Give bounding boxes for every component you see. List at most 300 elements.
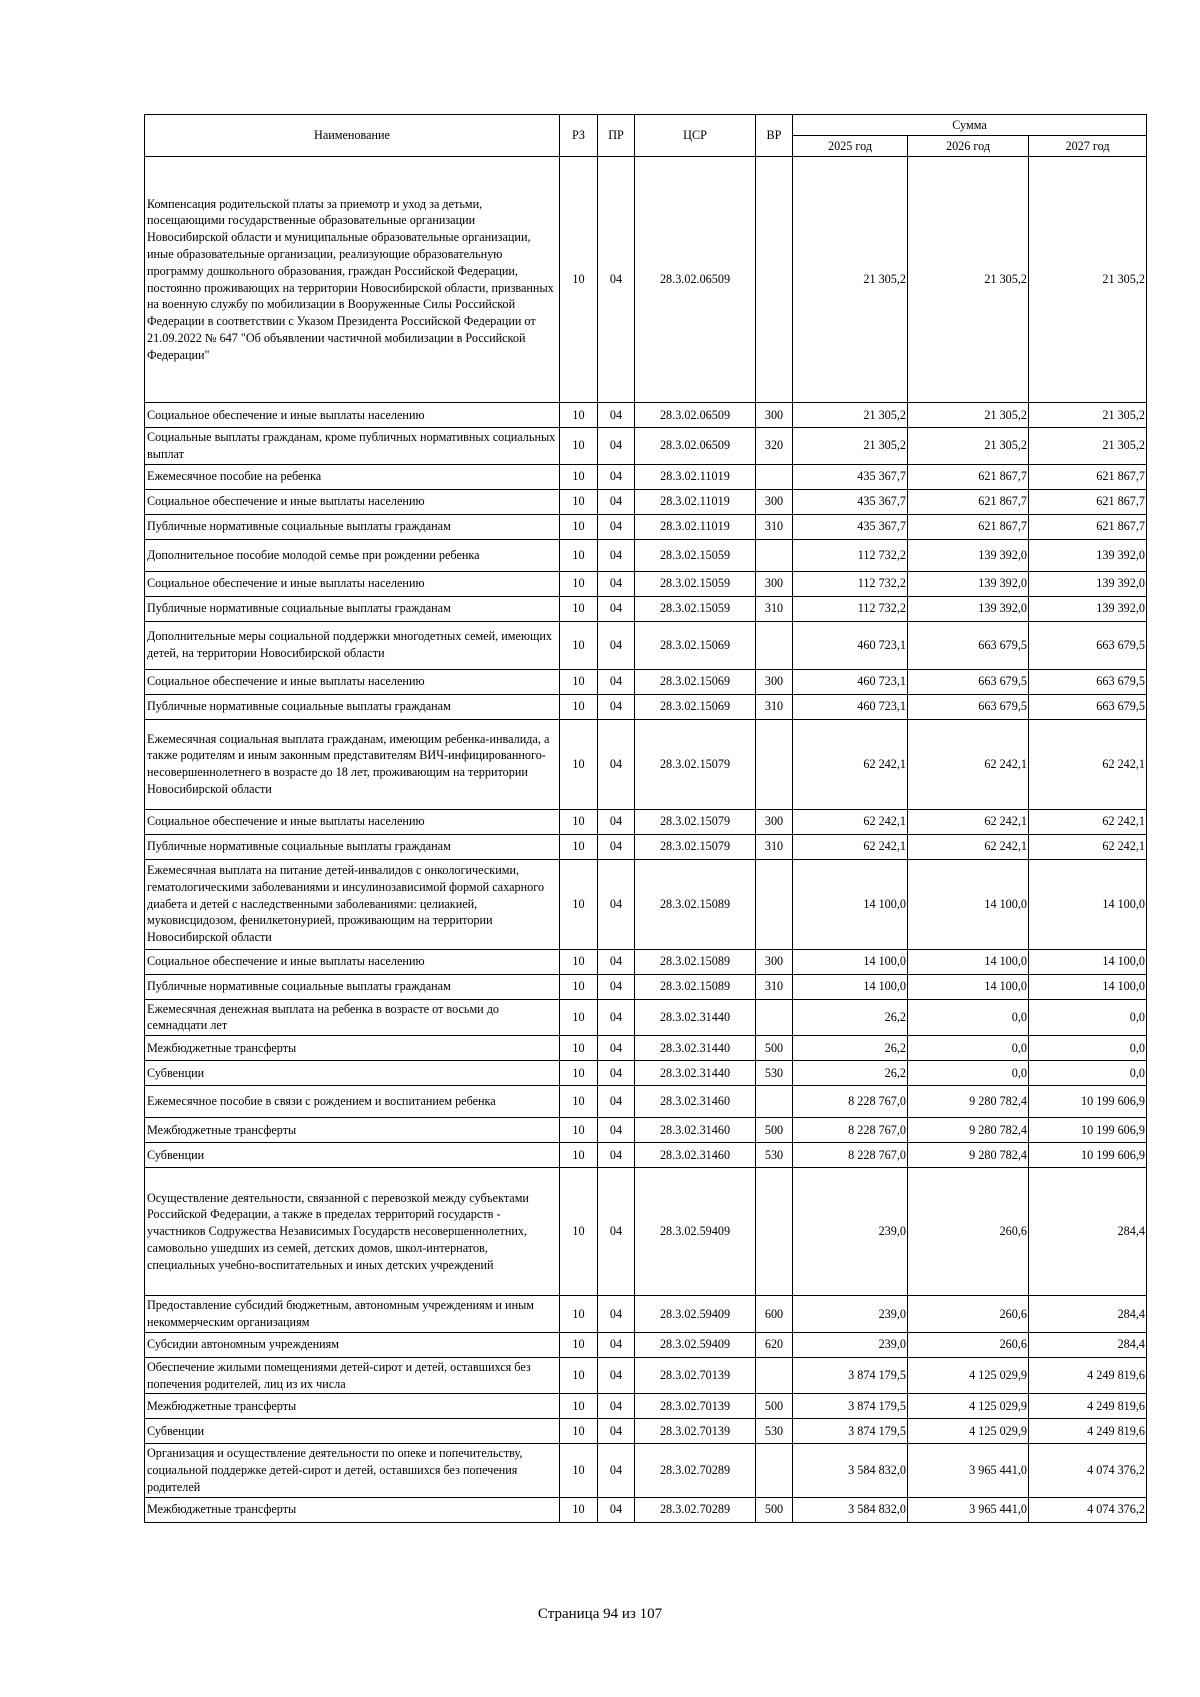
- table-row: [145, 1357, 1147, 1394]
- cell-rz: 10: [560, 1061, 598, 1086]
- cell-vr: 530: [756, 1061, 793, 1086]
- cell-name: Публичные нормативные социальные выплаты гражданам: [145, 834, 560, 859]
- cell-csr: 28.3.02.15089: [635, 949, 756, 974]
- cell-vr: 310: [756, 834, 793, 859]
- cell-pr: 04: [598, 859, 635, 949]
- cell-pr: 04: [598, 999, 635, 1036]
- cell-sum-2026: 0,0: [908, 1061, 1029, 1086]
- cell-name: Субвенции: [145, 1419, 560, 1444]
- cell-csr: 28.3.02.15079: [635, 719, 756, 809]
- cell-sum-2025: 3 584 832,0: [793, 1444, 908, 1497]
- table-row: [145, 999, 1147, 1036]
- table-row: [145, 1168, 1147, 1296]
- cell-sum-2026: 663 679,5: [908, 621, 1029, 669]
- cell-vr: 500: [756, 1118, 793, 1143]
- cell-sum-2026: 139 392,0: [908, 596, 1029, 621]
- cell-sum-2026: 663 679,5: [908, 694, 1029, 719]
- cell-sum-2026: 4 125 029,9: [908, 1419, 1029, 1444]
- cell-vr: [756, 1086, 793, 1118]
- cell-sum-2025: 112 732,2: [793, 596, 908, 621]
- cell-pr: 04: [598, 1061, 635, 1086]
- cell-sum-2027: 284,4: [1029, 1296, 1147, 1333]
- cell-sum-2025: 112 732,2: [793, 539, 908, 571]
- cell-csr: 28.3.02.59409: [635, 1296, 756, 1333]
- cell-sum-2025: 460 723,1: [793, 669, 908, 694]
- cell-vr: [756, 859, 793, 949]
- table-row: [145, 1036, 1147, 1061]
- cell-sum-2027: 139 392,0: [1029, 596, 1147, 621]
- cell-sum-2027: 21 305,2: [1029, 403, 1147, 428]
- cell-sum-2027: 0,0: [1029, 1061, 1147, 1086]
- cell-rz: 10: [560, 1118, 598, 1143]
- cell-rz: 10: [560, 539, 598, 571]
- cell-pr: 04: [598, 974, 635, 999]
- cell-csr: 28.3.02.15069: [635, 669, 756, 694]
- cell-sum-2027: 14 100,0: [1029, 859, 1147, 949]
- cell-sum-2027: 21 305,2: [1029, 428, 1147, 465]
- cell-vr: [756, 464, 793, 489]
- table-row: [145, 428, 1147, 465]
- header-pr: ПР: [598, 115, 635, 157]
- budget-table-sheet: [144, 114, 1146, 1523]
- cell-name: Дополнительное пособие молодой семье при рождении ребенка: [145, 539, 560, 571]
- cell-sum-2025: 239,0: [793, 1168, 908, 1296]
- cell-csr: 28.3.02.70289: [635, 1444, 756, 1497]
- cell-pr: 04: [598, 1086, 635, 1118]
- cell-name: Социальное обеспечение и иные выплаты населению: [145, 809, 560, 834]
- table-row: [145, 514, 1147, 539]
- cell-name: Публичные нормативные социальные выплаты гражданам: [145, 514, 560, 539]
- cell-pr: 04: [598, 949, 635, 974]
- cell-csr: 28.3.02.15059: [635, 596, 756, 621]
- cell-sum-2027: 284,4: [1029, 1168, 1147, 1296]
- cell-pr: 04: [598, 719, 635, 809]
- cell-sum-2026: 9 280 782,4: [908, 1086, 1029, 1118]
- header-csr: ЦСР: [635, 115, 756, 157]
- cell-vr: 300: [756, 403, 793, 428]
- cell-pr: 04: [598, 489, 635, 514]
- cell-name: Ежемесячная выплата на питание детей-инвалидов с онкологическими, гематологическими заболеваниями и инсулинозависимой формой сахарного диабета и детей с наследственными заболеваниями: целиакией, муковисцидозом, фенилкетонурией, проживающим на территории Новосибирской области: [145, 859, 560, 949]
- cell-sum-2027: 4 074 376,2: [1029, 1444, 1147, 1497]
- cell-csr: 28.3.02.31440: [635, 1036, 756, 1061]
- cell-name: Публичные нормативные социальные выплаты гражданам: [145, 974, 560, 999]
- cell-sum-2026: 0,0: [908, 999, 1029, 1036]
- cell-pr: 04: [598, 514, 635, 539]
- table-row: [145, 834, 1147, 859]
- table-row: [145, 719, 1147, 809]
- cell-sum-2026: 62 242,1: [908, 719, 1029, 809]
- cell-rz: 10: [560, 694, 598, 719]
- cell-sum-2025: 460 723,1: [793, 621, 908, 669]
- cell-csr: 28.3.02.15069: [635, 621, 756, 669]
- cell-csr: 28.3.02.15089: [635, 974, 756, 999]
- cell-pr: 04: [598, 1168, 635, 1296]
- cell-sum-2025: 62 242,1: [793, 719, 908, 809]
- cell-csr: 28.3.02.31460: [635, 1118, 756, 1143]
- cell-pr: 04: [598, 1036, 635, 1061]
- cell-csr: 28.3.02.06509: [635, 403, 756, 428]
- cell-name: Субвенции: [145, 1061, 560, 1086]
- cell-rz: 10: [560, 1357, 598, 1394]
- cell-rz: 10: [560, 974, 598, 999]
- cell-sum-2026: 621 867,7: [908, 514, 1029, 539]
- table-row: [145, 974, 1147, 999]
- header-vr: ВР: [756, 115, 793, 157]
- cell-vr: 530: [756, 1419, 793, 1444]
- cell-rz: 10: [560, 669, 598, 694]
- cell-sum-2027: 663 679,5: [1029, 621, 1147, 669]
- table-row: [145, 1394, 1147, 1419]
- cell-name: Социальное обеспечение и иные выплаты населению: [145, 571, 560, 596]
- cell-name: Межбюджетные трансферты: [145, 1394, 560, 1419]
- table-row: [145, 403, 1147, 428]
- cell-sum-2025: 8 228 767,0: [793, 1143, 908, 1168]
- table-row: [145, 809, 1147, 834]
- table-row: [145, 1118, 1147, 1143]
- cell-sum-2026: 9 280 782,4: [908, 1143, 1029, 1168]
- table-row: [145, 464, 1147, 489]
- header-name: Наименование: [145, 115, 560, 157]
- budget-table: [144, 114, 1147, 1523]
- cell-csr: 28.3.02.11019: [635, 464, 756, 489]
- cell-csr: 28.3.02.06509: [635, 428, 756, 465]
- cell-sum-2027: 14 100,0: [1029, 949, 1147, 974]
- header-year-2027: 2027 год: [1029, 136, 1147, 157]
- cell-sum-2027: 4 249 819,6: [1029, 1357, 1147, 1394]
- cell-name: Публичные нормативные социальные выплаты гражданам: [145, 596, 560, 621]
- cell-vr: 310: [756, 596, 793, 621]
- cell-sum-2026: 663 679,5: [908, 669, 1029, 694]
- cell-sum-2027: 4 249 819,6: [1029, 1394, 1147, 1419]
- cell-pr: 04: [598, 1118, 635, 1143]
- cell-name: Социальное обеспечение и иные выплаты населению: [145, 949, 560, 974]
- cell-name: Ежемесячная денежная выплата на ребенка в возрасте от восьми до семнадцати лет: [145, 999, 560, 1036]
- cell-rz: 10: [560, 571, 598, 596]
- cell-sum-2026: 21 305,2: [908, 428, 1029, 465]
- cell-vr: 530: [756, 1143, 793, 1168]
- cell-sum-2025: 435 367,7: [793, 514, 908, 539]
- cell-pr: 04: [598, 621, 635, 669]
- cell-sum-2027: 62 242,1: [1029, 834, 1147, 859]
- cell-csr: 28.3.02.70139: [635, 1419, 756, 1444]
- cell-sum-2026: 62 242,1: [908, 809, 1029, 834]
- cell-pr: 04: [598, 428, 635, 465]
- cell-rz: 10: [560, 1036, 598, 1061]
- table-row: [145, 157, 1147, 403]
- cell-rz: 10: [560, 428, 598, 465]
- cell-pr: 04: [598, 571, 635, 596]
- cell-rz: 10: [560, 719, 598, 809]
- table-row: [145, 1332, 1147, 1357]
- cell-csr: 28.3.02.15079: [635, 834, 756, 859]
- cell-rz: 10: [560, 949, 598, 974]
- cell-sum-2026: 139 392,0: [908, 539, 1029, 571]
- cell-rz: 10: [560, 1296, 598, 1333]
- header-year-2025: 2025 год: [793, 136, 908, 157]
- cell-vr: [756, 539, 793, 571]
- table-row: [145, 571, 1147, 596]
- cell-sum-2026: 4 125 029,9: [908, 1394, 1029, 1419]
- cell-sum-2027: 0,0: [1029, 1036, 1147, 1061]
- cell-name: Субсидии автономным учреждениям: [145, 1332, 560, 1357]
- cell-csr: 28.3.02.31460: [635, 1143, 756, 1168]
- cell-rz: 10: [560, 1394, 598, 1419]
- cell-csr: 28.3.02.70139: [635, 1357, 756, 1394]
- cell-rz: 10: [560, 514, 598, 539]
- cell-name: Ежемесячная социальная выплата гражданам, имеющим ребенка-инвалида, а также родителям и иным законным представителям ВИЧ-инфицированного-несовершеннолетнего в возрасте до 18 лет, проживающим на территории Новосибирской области: [145, 719, 560, 809]
- cell-sum-2025: 62 242,1: [793, 834, 908, 859]
- cell-sum-2025: 26,2: [793, 1036, 908, 1061]
- cell-rz: 10: [560, 809, 598, 834]
- cell-sum-2025: 3 584 832,0: [793, 1497, 908, 1522]
- cell-sum-2027: 4 249 819,6: [1029, 1419, 1147, 1444]
- table-header: [145, 115, 1147, 157]
- cell-name: Субвенции: [145, 1143, 560, 1168]
- header-sum: Сумма: [793, 115, 1147, 136]
- cell-name: Обеспечение жилыми помещениями детей-сирот и детей, оставшихся без попечения родителей, лиц из их числа: [145, 1357, 560, 1394]
- cell-sum-2027: 62 242,1: [1029, 719, 1147, 809]
- cell-name: Компенсация родительской платы за приемотр и уход за детьми, посещающими государственные образовательные организации Новосибирской области и муниципальные образовательные организации, иные образовательные организации, реализующие образовательную программу дошкольного образования, граждан Российской Федерации, постоянно проживающих на территории Новосибирской области, призванных на военную службу по мобилизации в Вооруженные Силы Российской Федерации в соответствии с Указом Президента Российской Федерации от 21.09.2022 № 647 "Об объявлении частичной мобилизации в Российской Федерации": [145, 157, 560, 403]
- table-row: [145, 1419, 1147, 1444]
- cell-vr: 300: [756, 489, 793, 514]
- cell-sum-2027: 139 392,0: [1029, 571, 1147, 596]
- cell-rz: 10: [560, 1143, 598, 1168]
- cell-sum-2025: 62 242,1: [793, 809, 908, 834]
- cell-pr: 04: [598, 1296, 635, 1333]
- cell-vr: 300: [756, 669, 793, 694]
- cell-sum-2026: 14 100,0: [908, 859, 1029, 949]
- cell-name: Социальное обеспечение и иные выплаты населению: [145, 403, 560, 428]
- cell-sum-2026: 21 305,2: [908, 403, 1029, 428]
- cell-vr: 620: [756, 1332, 793, 1357]
- cell-rz: 10: [560, 834, 598, 859]
- cell-csr: 28.3.02.15069: [635, 694, 756, 719]
- cell-rz: 10: [560, 596, 598, 621]
- cell-vr: 300: [756, 949, 793, 974]
- cell-sum-2025: 3 874 179,5: [793, 1394, 908, 1419]
- cell-rz: 10: [560, 859, 598, 949]
- cell-sum-2025: 14 100,0: [793, 859, 908, 949]
- cell-sum-2025: 21 305,2: [793, 157, 908, 403]
- cell-sum-2027: 21 305,2: [1029, 157, 1147, 403]
- cell-csr: 28.3.02.59409: [635, 1168, 756, 1296]
- cell-csr: 28.3.02.15089: [635, 859, 756, 949]
- table-row: [145, 859, 1147, 949]
- cell-name: Межбюджетные трансферты: [145, 1036, 560, 1061]
- cell-vr: 320: [756, 428, 793, 465]
- cell-vr: [756, 999, 793, 1036]
- cell-sum-2027: 621 867,7: [1029, 514, 1147, 539]
- cell-rz: 10: [560, 621, 598, 669]
- cell-name: Ежемесячное пособие на ребенка: [145, 464, 560, 489]
- cell-vr: 300: [756, 809, 793, 834]
- cell-sum-2025: 435 367,7: [793, 464, 908, 489]
- cell-vr: [756, 1168, 793, 1296]
- cell-sum-2027: 621 867,7: [1029, 464, 1147, 489]
- cell-csr: 28.3.02.70139: [635, 1394, 756, 1419]
- cell-pr: 04: [598, 669, 635, 694]
- cell-sum-2027: 14 100,0: [1029, 974, 1147, 999]
- table-row: [145, 489, 1147, 514]
- cell-sum-2025: 3 874 179,5: [793, 1419, 908, 1444]
- cell-name: Дополнительные меры социальной поддержки многодетных семей, имеющих детей, на территории Новосибирской области: [145, 621, 560, 669]
- cell-name: Предоставление субсидий бюджетным, автономным учреждениям и иным некоммерческим организациям: [145, 1296, 560, 1333]
- cell-name: Межбюджетные трансферты: [145, 1497, 560, 1522]
- cell-sum-2026: 14 100,0: [908, 974, 1029, 999]
- table-row: [145, 1444, 1147, 1497]
- cell-pr: 04: [598, 694, 635, 719]
- header-rz: РЗ: [560, 115, 598, 157]
- table-row: [145, 669, 1147, 694]
- cell-name: Ежемесячное пособие в связи с рождением и воспитанием ребенка: [145, 1086, 560, 1118]
- cell-sum-2026: 21 305,2: [908, 157, 1029, 403]
- cell-sum-2027: 4 074 376,2: [1029, 1497, 1147, 1522]
- cell-sum-2025: 460 723,1: [793, 694, 908, 719]
- table-row: [145, 949, 1147, 974]
- cell-pr: 04: [598, 1332, 635, 1357]
- cell-csr: 28.3.02.31440: [635, 1061, 756, 1086]
- cell-rz: 10: [560, 1444, 598, 1497]
- cell-rz: 10: [560, 999, 598, 1036]
- table-row: [145, 1061, 1147, 1086]
- cell-sum-2025: 26,2: [793, 1061, 908, 1086]
- cell-name: Межбюджетные трансферты: [145, 1118, 560, 1143]
- cell-pr: 04: [598, 1357, 635, 1394]
- cell-sum-2025: 14 100,0: [793, 949, 908, 974]
- cell-rz: 10: [560, 489, 598, 514]
- table-row: [145, 1086, 1147, 1118]
- cell-pr: 04: [598, 403, 635, 428]
- cell-pr: 04: [598, 464, 635, 489]
- cell-sum-2027: 663 679,5: [1029, 669, 1147, 694]
- cell-csr: 28.3.02.06509: [635, 157, 756, 403]
- cell-vr: [756, 1357, 793, 1394]
- cell-pr: 04: [598, 539, 635, 571]
- cell-sum-2027: 10 199 606,9: [1029, 1086, 1147, 1118]
- cell-rz: 10: [560, 1168, 598, 1296]
- cell-sum-2027: 10 199 606,9: [1029, 1118, 1147, 1143]
- cell-pr: 04: [598, 596, 635, 621]
- header-year-2026: 2026 год: [908, 136, 1029, 157]
- cell-sum-2025: 21 305,2: [793, 428, 908, 465]
- cell-csr: 28.3.02.15079: [635, 809, 756, 834]
- cell-sum-2025: 8 228 767,0: [793, 1118, 908, 1143]
- cell-pr: 04: [598, 1394, 635, 1419]
- cell-csr: 28.3.02.15059: [635, 539, 756, 571]
- cell-rz: 10: [560, 1497, 598, 1522]
- cell-pr: 04: [598, 1143, 635, 1168]
- cell-sum-2025: 239,0: [793, 1296, 908, 1333]
- cell-sum-2026: 9 280 782,4: [908, 1118, 1029, 1143]
- cell-vr: 300: [756, 571, 793, 596]
- cell-sum-2026: 621 867,7: [908, 464, 1029, 489]
- cell-rz: 10: [560, 157, 598, 403]
- cell-sum-2027: 139 392,0: [1029, 539, 1147, 571]
- cell-vr: 310: [756, 974, 793, 999]
- cell-rz: 10: [560, 1086, 598, 1118]
- cell-sum-2026: 0,0: [908, 1036, 1029, 1061]
- cell-vr: 500: [756, 1036, 793, 1061]
- cell-name: Публичные нормативные социальные выплаты гражданам: [145, 694, 560, 719]
- cell-vr: 500: [756, 1497, 793, 1522]
- table-row: [145, 1497, 1147, 1522]
- table-row: [145, 1143, 1147, 1168]
- cell-sum-2027: 663 679,5: [1029, 694, 1147, 719]
- cell-name: Социальное обеспечение и иные выплаты населению: [145, 669, 560, 694]
- cell-sum-2027: 621 867,7: [1029, 489, 1147, 514]
- cell-sum-2026: 621 867,7: [908, 489, 1029, 514]
- cell-sum-2026: 3 965 441,0: [908, 1444, 1029, 1497]
- cell-name: Социальные выплаты гражданам, кроме публичных нормативных социальных выплат: [145, 428, 560, 465]
- cell-name: Организация и осуществление деятельности по опеке и попечительству, социальной поддержке детей-сирот и детей, оставшихся без попечения родителей: [145, 1444, 560, 1497]
- cell-rz: 10: [560, 403, 598, 428]
- cell-csr: 28.3.02.70289: [635, 1497, 756, 1522]
- cell-sum-2027: 10 199 606,9: [1029, 1143, 1147, 1168]
- cell-rz: 10: [560, 1419, 598, 1444]
- cell-sum-2025: 112 732,2: [793, 571, 908, 596]
- cell-vr: [756, 621, 793, 669]
- cell-sum-2025: 26,2: [793, 999, 908, 1036]
- cell-pr: 04: [598, 1497, 635, 1522]
- cell-vr: 310: [756, 694, 793, 719]
- cell-sum-2027: 62 242,1: [1029, 809, 1147, 834]
- cell-sum-2026: 14 100,0: [908, 949, 1029, 974]
- page-number: Страница 94 из 107: [537, 1606, 663, 1622]
- cell-sum-2027: 284,4: [1029, 1332, 1147, 1357]
- cell-pr: 04: [598, 1444, 635, 1497]
- cell-pr: 04: [598, 1419, 635, 1444]
- cell-sum-2025: 8 228 767,0: [793, 1086, 908, 1118]
- cell-name: Социальное обеспечение и иные выплаты населению: [145, 489, 560, 514]
- table-row: [145, 694, 1147, 719]
- cell-sum-2026: 4 125 029,9: [908, 1357, 1029, 1394]
- cell-vr: [756, 157, 793, 403]
- cell-rz: 10: [560, 1332, 598, 1357]
- cell-vr: 310: [756, 514, 793, 539]
- cell-pr: 04: [598, 157, 635, 403]
- cell-sum-2026: 260,6: [908, 1168, 1029, 1296]
- cell-sum-2025: 435 367,7: [793, 489, 908, 514]
- cell-sum-2025: 239,0: [793, 1332, 908, 1357]
- cell-sum-2026: 260,6: [908, 1296, 1029, 1333]
- cell-vr: [756, 1444, 793, 1497]
- cell-csr: 28.3.02.11019: [635, 514, 756, 539]
- cell-pr: 04: [598, 809, 635, 834]
- cell-sum-2025: 14 100,0: [793, 974, 908, 999]
- cell-csr: 28.3.02.11019: [635, 489, 756, 514]
- cell-sum-2027: 0,0: [1029, 999, 1147, 1036]
- cell-sum-2025: 3 874 179,5: [793, 1357, 908, 1394]
- cell-sum-2026: 62 242,1: [908, 834, 1029, 859]
- cell-csr: 28.3.02.15059: [635, 571, 756, 596]
- table-body: [145, 157, 1147, 1523]
- cell-csr: 28.3.02.59409: [635, 1332, 756, 1357]
- cell-sum-2025: 21 305,2: [793, 403, 908, 428]
- cell-vr: 500: [756, 1394, 793, 1419]
- cell-pr: 04: [598, 834, 635, 859]
- cell-vr: [756, 719, 793, 809]
- cell-csr: 28.3.02.31440: [635, 999, 756, 1036]
- table-row: [145, 596, 1147, 621]
- cell-name: Осуществление деятельности, связанной с перевозкой между субъектами Российской Федерации, а также в пределах территорий государств - участников Содружества Независимых Государств несовершеннолетних, самовольно ушедших из семей, детских домов, школ-интернатов, специальных учебно-воспитательных и иных детских учреждений: [145, 1168, 560, 1296]
- cell-rz: 10: [560, 464, 598, 489]
- table-row: [145, 1296, 1147, 1333]
- cell-sum-2026: 139 392,0: [908, 571, 1029, 596]
- table-row: [145, 539, 1147, 571]
- cell-csr: 28.3.02.31460: [635, 1086, 756, 1118]
- cell-vr: 600: [756, 1296, 793, 1333]
- cell-sum-2026: 260,6: [908, 1332, 1029, 1357]
